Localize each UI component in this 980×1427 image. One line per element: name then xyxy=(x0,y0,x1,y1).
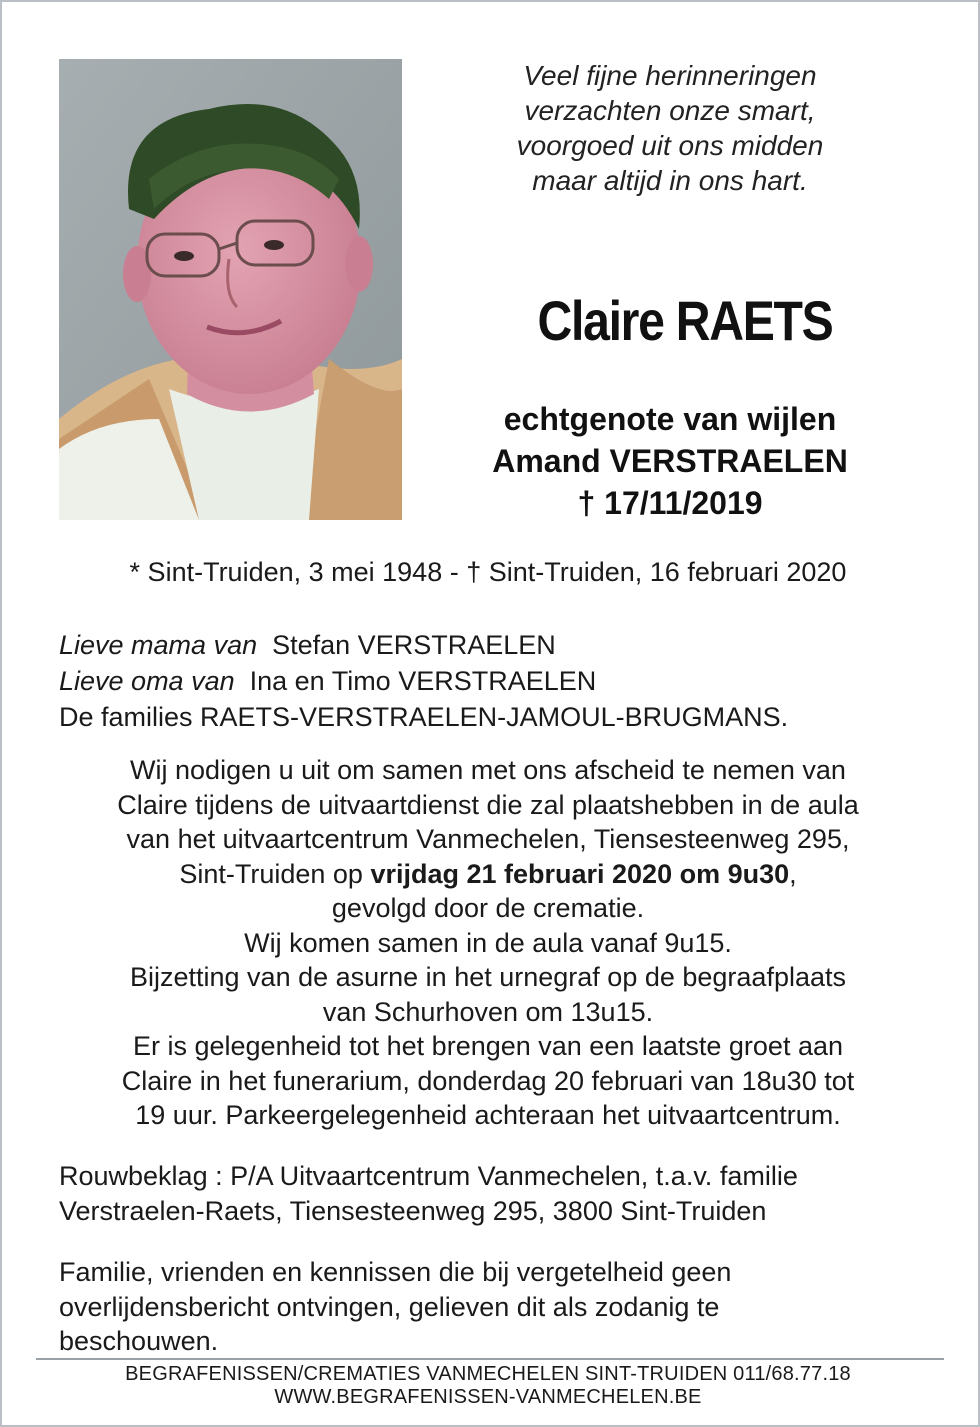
invitation-line: 19 uur. Parkeergelegenheid achteraan het uitvaartcentrum. xyxy=(135,1100,841,1130)
mama-role: Lieve mama van xyxy=(59,630,258,660)
funeral-home-footer xyxy=(0,1363,976,1409)
mama-names: Stefan VERSTRAELEN xyxy=(272,630,556,660)
invitation-line: Claire tijdens de uitvaartdienst die zal plaatshebben in de aula xyxy=(117,789,859,820)
notice-line: beschouwen. xyxy=(59,1326,219,1356)
condolences-line: Rouwbeklag : P/A Uitvaartcentrum Vanmechelen, t.a.v. familie xyxy=(59,1161,798,1191)
poem-line: Veel fijne herinneringen xyxy=(523,60,817,91)
invitation-text xyxy=(30,753,946,1133)
invitation-line: gevolgd door de crematie. xyxy=(331,893,645,923)
deceased-name: Claire RAETS xyxy=(537,289,833,352)
invitation-line: Wij komen samen in de aula vanaf 9u15. xyxy=(244,927,732,958)
spouse-block xyxy=(420,398,920,524)
poem-line: verzachten onze smart, xyxy=(524,95,816,126)
oma-names: Ina en Timo VERSTRAELEN xyxy=(249,666,597,696)
invitation-line: Wij nodigen u uit om samen met ons afscheid te nemen van xyxy=(130,755,846,785)
service-place: Sint-Truiden op xyxy=(179,858,371,889)
spouse-relation: echtgenote van wijlen xyxy=(503,401,837,437)
condolences-line: Verstraelen-Raets, Tiensesteenweg 295, 3800 Sint-Truiden xyxy=(59,1195,767,1226)
families-line: De families RAETS-VERSTRAELEN-JAMOUL-BRUGMANS. xyxy=(59,702,789,732)
family-block xyxy=(59,627,788,735)
spouse-name: Amand VERSTRAELEN xyxy=(492,443,848,479)
poem-line: voorgoed uit ons midden xyxy=(516,130,824,161)
service-date-time: vrijdag 21 februari 2020 om 9u30 xyxy=(370,858,790,889)
notice-line: overlijdensbericht ontvingen, gelieven dit als zodanig te xyxy=(59,1291,720,1322)
invitation-line: Er is gelegenheid tot het brengen van een laatste groet aan xyxy=(132,1031,843,1061)
footer-website: WWW.BEGRAFENISSEN-VANMECHELEN.BE xyxy=(274,1386,702,1408)
family-line-oma xyxy=(59,663,788,699)
invitation-line: van Schurhoven om 13u15. xyxy=(322,996,654,1027)
poem-line: maar altijd in ons hart. xyxy=(532,165,808,196)
family-line-mama xyxy=(59,627,788,663)
notice-block xyxy=(59,1255,939,1359)
invitation-line: Bijzetting van de asurne in het urnegraf op de begraafplaats xyxy=(130,962,846,992)
footer-divider xyxy=(36,1358,944,1360)
invitation-line: van het uitvaartcentrum Vanmechelen, Tiensesteenweg 295, xyxy=(126,824,850,854)
invitation-line xyxy=(30,857,946,892)
service-comma: , xyxy=(789,858,797,889)
condolences-block xyxy=(59,1159,939,1228)
birth-death-dates: * Sint-Truiden, 3 mei 1948 - † Sint-Truiden, 16 februari 2020 xyxy=(129,557,847,587)
spouse-death-date: † 17/11/2019 xyxy=(577,485,763,521)
memorial-poem xyxy=(440,58,900,198)
portrait-photo xyxy=(59,59,402,520)
invitation-line: Claire in het funerarium, donderdag 20 februari van 18u30 tot xyxy=(121,1065,855,1096)
oma-role: Lieve oma van xyxy=(59,666,235,696)
footer-company-phone: BEGRAFENISSEN/CREMATIES VANMECHELEN SINT-TRUIDEN 011/68.77.18 xyxy=(125,1363,851,1385)
notice-line: Familie, vrienden en kennissen die bij vergetelheid geen xyxy=(59,1257,732,1287)
